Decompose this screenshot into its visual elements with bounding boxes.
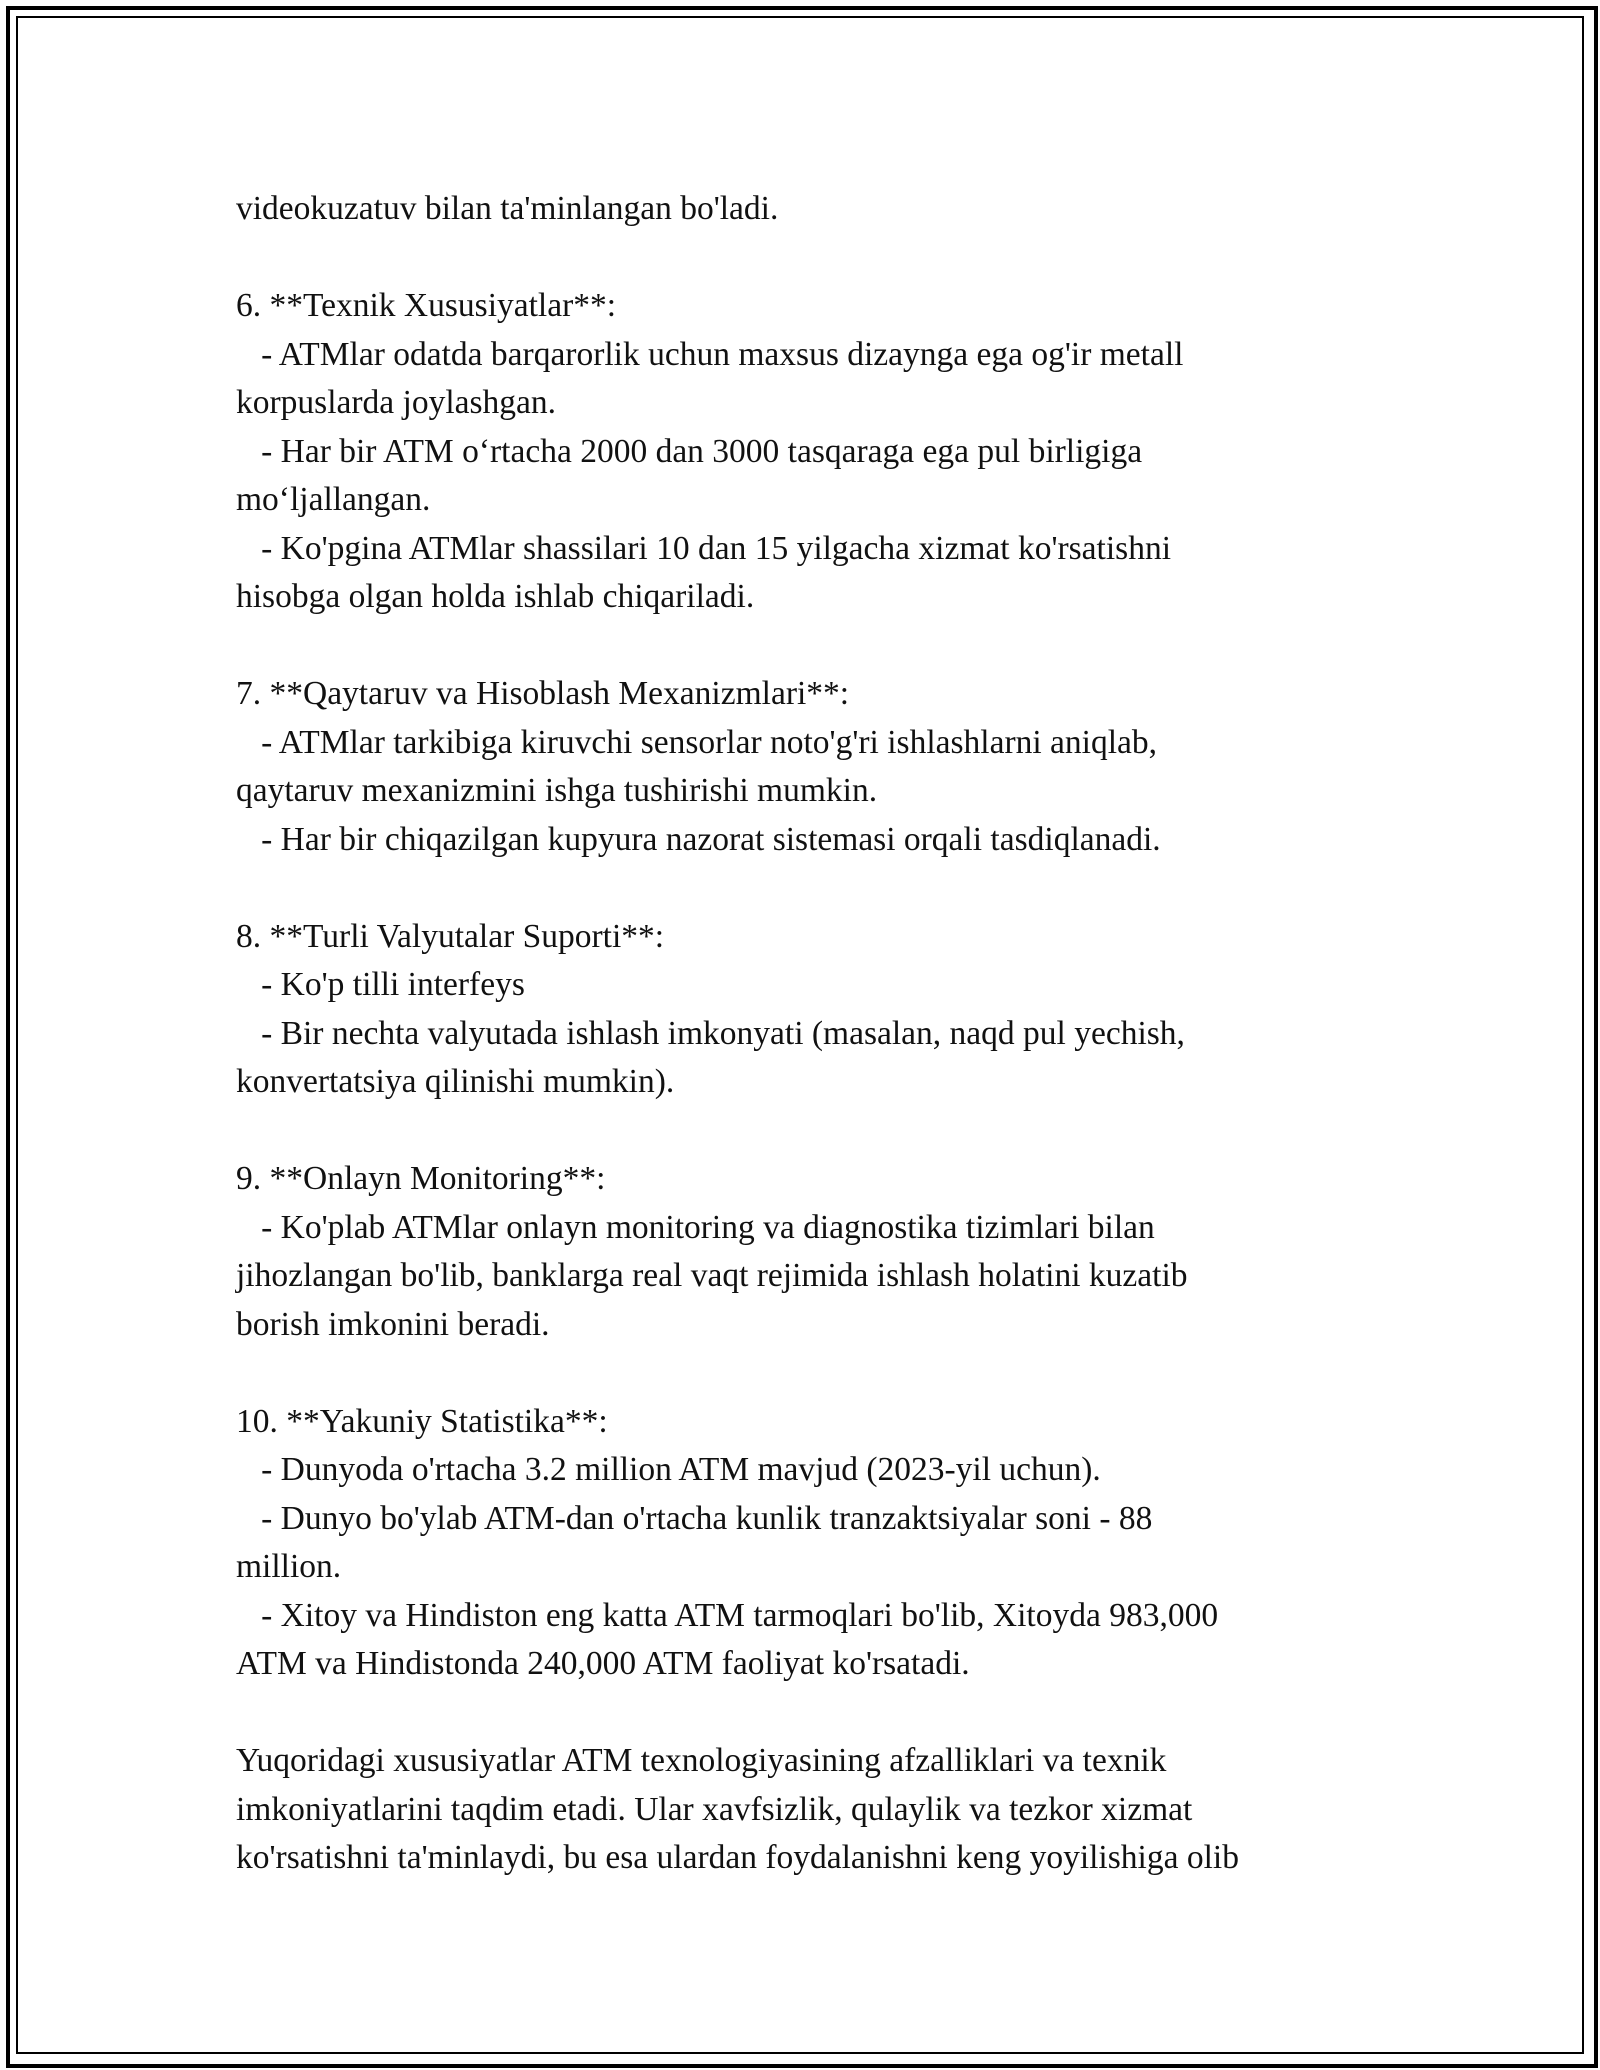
text-line: jihozlangan bo'lib, banklarga real vaqt rejimida ishlash holatini kuzatib (236, 1257, 1188, 1294)
text-line: - Xitoy va Hindiston eng katta ATM tarmoqlari bo'lib, Xitoyda 983,000 (236, 1596, 1219, 1634)
text-line: ATM va Hindistonda 240,000 ATM faoliyat ko'rsatadi. (236, 1645, 970, 1682)
text-line: konvertatsiya qilinishi mumkin). (236, 1063, 675, 1100)
text-line: - Ko'p tilli interfeys (236, 966, 525, 1003)
text-line: hisobga olgan holda ishlab chiqariladi. (236, 578, 755, 615)
text-line: ko'rsatishni ta'minlaydi, bu esa ulardan foydalanishni keng yoyilishiga olib (236, 1839, 1239, 1876)
text-line: qaytaruv mexanizmini ishga tushirishi mumkin. (236, 772, 878, 809)
blank-line (236, 1349, 1356, 1398)
section-heading: 7. **Qaytaruv va Hisoblash Mexanizmlari**: (236, 675, 850, 712)
text-line: borish imkonini beradi. (236, 1305, 550, 1343)
document-body (236, 185, 1356, 1883)
blank-line (236, 1107, 1356, 1156)
text-line: - Ko'pgina ATMlar shassilari 10 dan 15 yilgacha xizmat ko'rsatishni (236, 529, 1172, 567)
blank-line (236, 622, 1356, 671)
text-line: mo‘ljallangan. (236, 481, 431, 518)
text-line: - ATMlar odatda barqarorlik uchun maxsus dizaynga ega og'ir metall (236, 335, 1184, 373)
text-line: - Dunyo bo'ylab ATM-dan o'rtacha kunlik tranzaktsiyalar soni - 88 (236, 1499, 1153, 1537)
text-line: million. (236, 1548, 342, 1585)
text-line: imkoniyatlarini taqdim etadi. Ular xavfsizlik, qulaylik va tezkor xizmat (236, 1790, 1193, 1828)
section-heading: 6. **Texnik Xususiyatlar**: (236, 287, 617, 324)
blank-line (236, 1689, 1356, 1738)
section-heading: 10. **Yakuniy Statistika**: (236, 1402, 608, 1440)
blank-line (236, 864, 1356, 913)
text-line: - Dunyoda o'rtacha 3.2 million ATM mavjud (2023-yil uchun). (236, 1451, 1101, 1488)
text-line: Yuqoridagi xususiyatlar ATM texnologiyasining afzalliklari va texnik (236, 1742, 1167, 1779)
text-line: - Bir nechta valyutada ishlash imkonyati (masalan, naqd pul yechish, (236, 1014, 1185, 1052)
section-heading: 8. **Turli Valyutalar Suporti**: (236, 917, 665, 955)
blank-line (236, 234, 1356, 283)
text-line: - Ko'plab ATMlar onlayn monitoring va diagnostika tizimlari bilan (236, 1208, 1155, 1246)
section-heading: 9. **Onlayn Monitoring**: (236, 1160, 606, 1197)
text-line: videokuzatuv bilan ta'minlangan bo'ladi. (236, 190, 779, 227)
text-line: - Har bir chiqazilgan kupyura nazorat sistemasi orqali tasdiqlanadi. (236, 820, 1161, 858)
text-line: - ATMlar tarkibiga kiruvchi sensorlar noto'g'ri ishlashlarni aniqlab, (236, 723, 1158, 761)
text-line: korpuslarda joylashgan. (236, 384, 557, 421)
text-line: - Har bir ATM o‘rtacha 2000 dan 3000 tasqaraga ega pul birligiga (236, 432, 1143, 470)
